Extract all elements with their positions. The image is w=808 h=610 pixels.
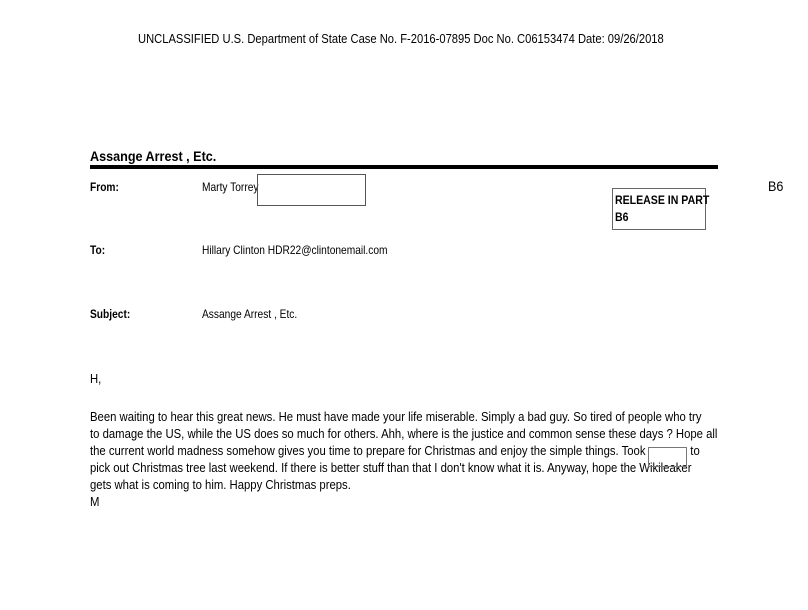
body-line: pick out Christmas tree last weekend. If there is better stuff than that I don't know what it is. Anyway, hope the Wikileaker [90, 460, 692, 475]
email-title: Assange Arrest , Etc. [90, 148, 217, 164]
title-divider [90, 165, 718, 169]
body-line: the current world madness somehow gives you time to prepare for Christmas and enjoy the simple things. Took [90, 443, 646, 458]
subject-label: Subject: [90, 307, 131, 321]
exemption-code: B6 [768, 178, 784, 194]
release-stamp-line2: B6 [615, 210, 629, 224]
from-value: Marty Torrey [202, 180, 259, 194]
document-header: UNCLASSIFIED U.S. Department of State Case No. F-2016-07895 Doc No. C06153474 Date: 09/26/2018 [138, 31, 664, 46]
body-line: to damage the US, while the US does so much for others. Ahh, where is the justice and common sense these days ? Hope all [90, 426, 718, 441]
redaction-box [648, 447, 687, 467]
to-value: Hillary Clinton HDR22@clintonemail.com [202, 243, 388, 257]
from-label: From: [90, 180, 119, 194]
subject-value: Assange Arrest , Etc. [202, 307, 298, 321]
signature: M [90, 494, 100, 509]
body-line: gets what is coming to him. Happy Christmas preps. [90, 477, 351, 492]
release-stamp [612, 188, 710, 230]
release-stamp-line1: RELEASE IN PART [615, 193, 710, 207]
body-line: Been waiting to hear this great news. He must have made your life miserable. Simply a bad guy. So tired of people who try [90, 409, 702, 424]
redaction-box [257, 174, 366, 206]
body-line-fragment: to [690, 443, 700, 458]
to-label: To: [90, 243, 106, 257]
greeting: H, [90, 371, 102, 386]
